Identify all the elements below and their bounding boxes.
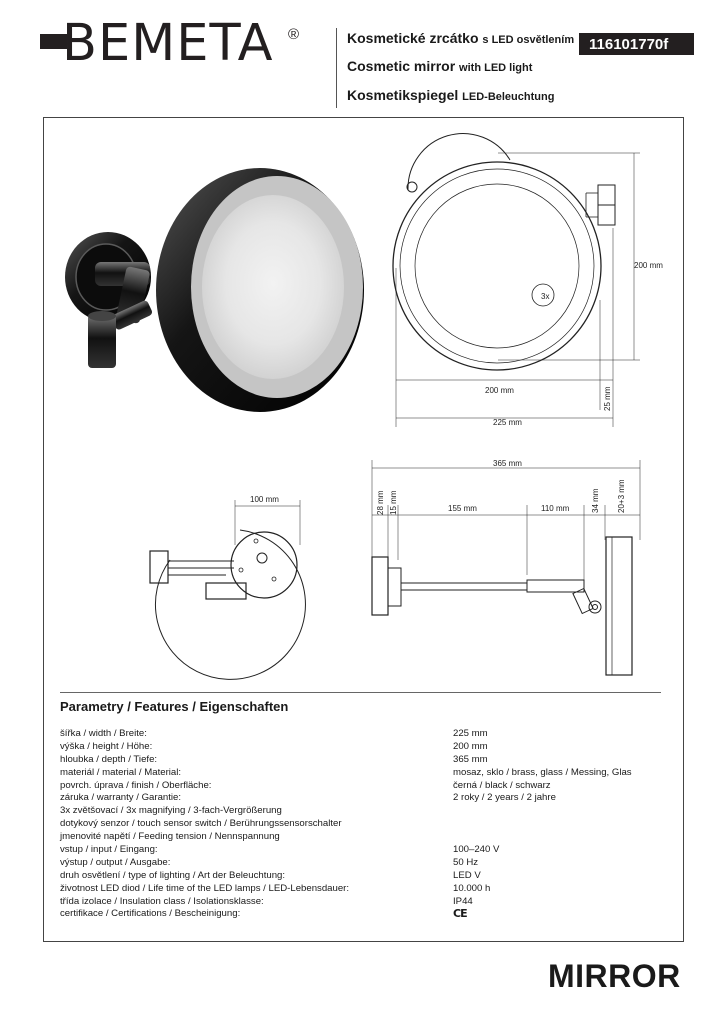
dim-110: 110 mm	[541, 504, 570, 513]
feature-row	[60, 844, 660, 857]
feature-label: jmenovité napětí / Feeding tension / Nennspannung	[60, 831, 280, 843]
dim-height: 200 mm	[634, 261, 663, 270]
magnify-label: 3x	[541, 292, 550, 301]
dim-28: 28 mm	[376, 490, 385, 515]
registered-mark: ®	[288, 26, 300, 43]
feature-row	[60, 805, 660, 818]
ce-mark-icon: CE	[453, 907, 467, 921]
feature-label: šířka / width / Breite:	[60, 728, 147, 739]
dim-total-width: 225 mm	[493, 418, 522, 427]
feature-value: LED V	[453, 869, 481, 881]
feature-label: záruka / warranty / Garantie:	[60, 792, 182, 804]
feature-label: výstup / output / Ausgabe:	[60, 856, 171, 868]
feature-value: 200 mm	[453, 740, 488, 752]
feature-row	[60, 896, 660, 909]
dim-total-depth: 365 mm	[493, 459, 522, 468]
feature-label: životnost LED diod / Life time of the LED lamps / LED-Lebensdauer:	[60, 882, 350, 894]
feature-value: 225 mm	[453, 728, 488, 739]
dim-base-depth: 25 mm	[603, 386, 612, 411]
feature-row	[60, 870, 660, 883]
features-divider	[60, 692, 661, 693]
feature-label: dotykový senzor / touch sensor switch / Berührungssensorschalter	[60, 818, 342, 830]
feature-value: 10.000 h	[453, 882, 491, 894]
feature-row	[60, 728, 660, 741]
feature-label: 3x zvětšovací / 3x magnifying / 3-fach-Vergrößerung	[60, 805, 282, 817]
feature-row	[60, 857, 660, 870]
feature-label: hloubka / depth / Tiefe:	[60, 753, 158, 765]
feature-value: 100–240 V	[453, 844, 500, 856]
dim-mirror-width: 200 mm	[485, 386, 514, 395]
feature-row	[60, 792, 660, 805]
brand-logo: BEMETA	[62, 14, 274, 73]
dim-15: 15 mm	[389, 490, 398, 515]
title-czech-suffix: s LED osvětlením	[482, 34, 575, 46]
title-german-main: Kosmetikspiegel	[347, 87, 459, 103]
product-photo	[65, 168, 364, 412]
feature-row	[60, 741, 660, 754]
feature-row	[60, 780, 660, 793]
feature-label: povrch. úprava / finish / Oberfläche:	[60, 779, 212, 791]
feature-label: materiál / material / Material:	[60, 766, 182, 778]
feature-row	[60, 908, 660, 921]
feature-row	[60, 754, 660, 767]
title-english-suffix: with LED light	[459, 62, 533, 74]
feature-label: vstup / input / Eingang:	[60, 844, 158, 856]
front-view	[393, 134, 640, 427]
dim-34: 34 mm	[591, 488, 600, 513]
feature-label: třída izolace / Insulation class / Isolationsklasse:	[60, 895, 264, 907]
dim-20: 20+3 mm	[617, 479, 626, 513]
feature-row	[60, 818, 660, 831]
title-czech-main: Kosmetické zrcátko	[347, 30, 479, 46]
feature-value: 50 Hz	[453, 856, 479, 868]
feature-value: IP44	[453, 895, 473, 907]
features-list	[60, 728, 660, 921]
feature-label: výška / height / Höhe:	[60, 740, 153, 752]
dim-plate: 100 mm	[250, 495, 279, 504]
features-title: Parametry / Features / Eigenschaften	[60, 699, 289, 714]
feature-label: druh osvětlení / type of lighting / Art der Beleuchtung:	[60, 869, 286, 881]
dim-155: 155 mm	[448, 504, 477, 513]
feature-value: 365 mm	[453, 753, 488, 765]
title-english-main: Cosmetic mirror	[347, 58, 456, 74]
top-view	[150, 500, 305, 679]
feature-label: certifikace / Certifications / Bescheinigung:	[60, 908, 241, 920]
title-german-suffix: LED-Beleuchtung	[462, 91, 555, 103]
product-code: 116101770f	[579, 33, 694, 55]
feature-value: 2 roky / 2 years / 2 jahre	[453, 792, 556, 804]
feature-row	[60, 767, 660, 780]
feature-row	[60, 831, 660, 844]
feature-row	[60, 883, 660, 896]
feature-value: mosaz, sklo / brass, glass / Messing, Glas	[453, 766, 632, 778]
feature-value: černá / black / schwarz	[453, 779, 551, 791]
product-category: MIRROR	[548, 958, 681, 994]
